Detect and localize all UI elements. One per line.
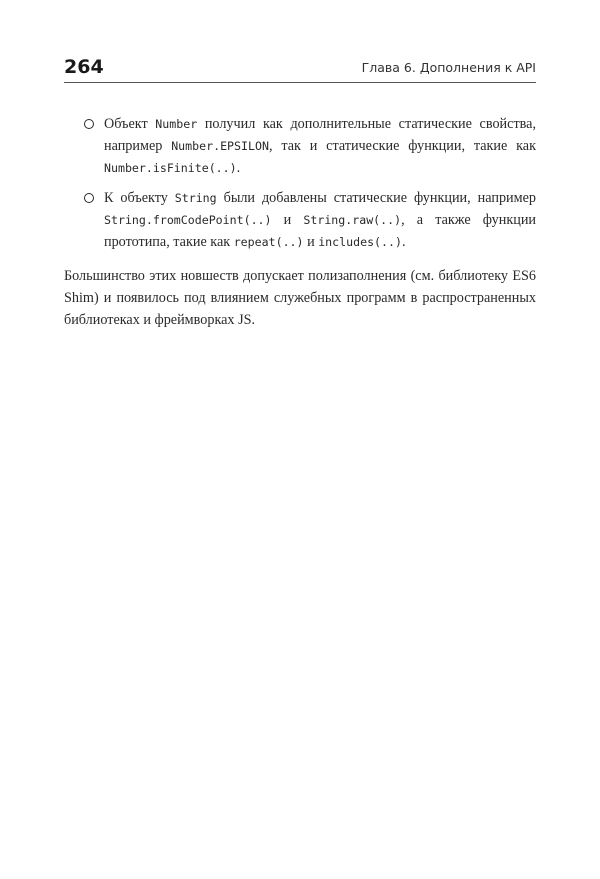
bullet-circle-icon xyxy=(84,193,94,203)
page-body xyxy=(64,113,536,345)
inline-code: Number.EPSILON xyxy=(171,139,269,153)
chapter-title: Глава 6. Дополнения к API xyxy=(361,60,536,75)
inline-code: String.raw(..) xyxy=(303,213,402,227)
inline-code: Number xyxy=(155,117,198,131)
inline-code: repeat(..) xyxy=(233,235,304,249)
list-item xyxy=(64,113,536,179)
inline-code: includes(..) xyxy=(318,235,402,249)
header-rule xyxy=(64,82,536,83)
page-number: 264 xyxy=(64,56,104,78)
list-item-text: К объекту String были добавлены статические функции, например String.fromCodePoint(..) и String.raw(..), а также функции прототипа, такие как repeat(..) и includes(..). xyxy=(104,190,536,250)
inline-code: String xyxy=(174,191,217,205)
bullet-circle-icon xyxy=(84,119,94,129)
inline-code: Number.isFinite(..) xyxy=(104,161,237,175)
inline-code: String.fromCodePoint(..) xyxy=(104,213,272,227)
page-header xyxy=(64,56,536,80)
body-paragraph: Большинство этих новшеств допускает полизаполнения (см. библиотеку ES6 Shim) и появилось под влиянием служебных программ в распространенных библиотеках и фреймворках JS. xyxy=(64,268,536,328)
list-item-text: Объект Number получил как дополнительные статические свойства, например Number.EPSILON, так и статические функции, такие как Number.isFinite(..). xyxy=(104,116,536,176)
list-item xyxy=(64,187,536,253)
